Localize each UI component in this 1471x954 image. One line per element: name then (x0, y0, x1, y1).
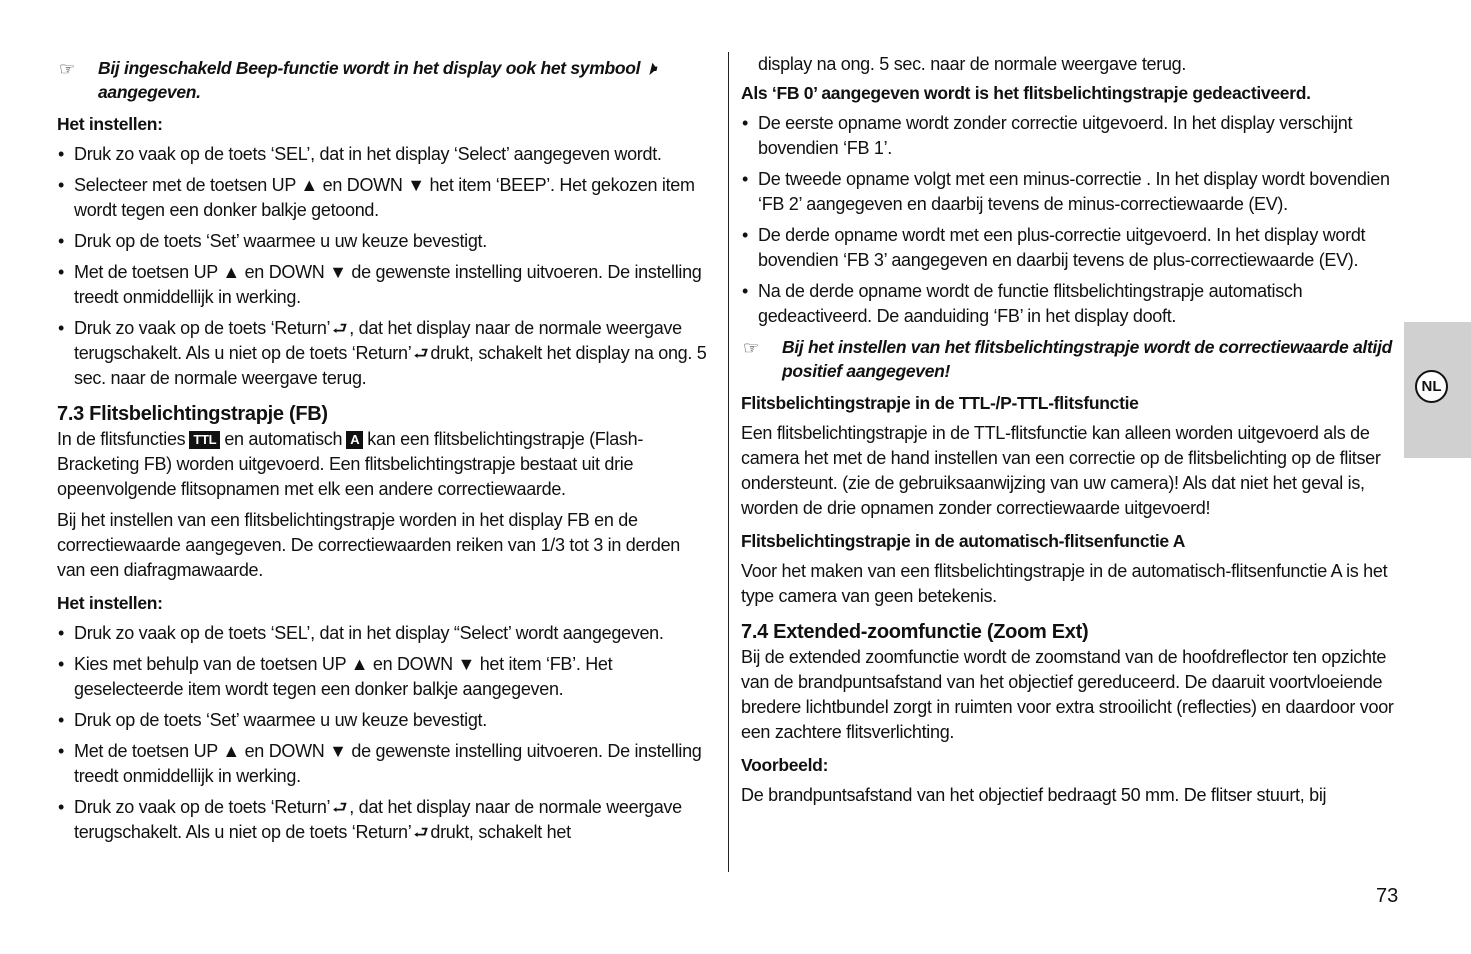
ttl-paragraph: Een flitsbelichtingstrapje in de TTL-flitsfunctie kan alleen worden uitgevoerd als de camera het met de hand instellen van een correctie op de flitsbelichting op de flitser ondersteunt. (zie de gebruiksaanwijzing van uw camera)! Als dat niet het geval is, worden de drie opnamen zonder correctiewaarde uitgevoerd! (741, 423, 1381, 518)
ttl-badge: TTL (189, 431, 220, 449)
list-item: • Druk op de toets ‘Set’ waarmee u uw keuze bevestigt. (57, 229, 712, 254)
pointing-hand-icon: ☞ (59, 59, 75, 79)
heading-ttl: Flitsbelichtingstrapje in de TTL-/P-TTL-flitsfunctie (741, 393, 1139, 413)
intro-text-b: en automatisch (224, 429, 343, 449)
return-arrow-icon: ⮐ (332, 798, 348, 817)
list-item: • Druk op de toets ‘Set’ waarmee u uw keuze bevestigt. (57, 708, 712, 733)
heading-auto: Flitsbelichtingstrapje in de automatisch-flitsenfunctie A (741, 531, 1186, 551)
section-title-7-3: 7.3 Flitsbelichtingstrapje (FB) (57, 403, 328, 425)
list-item (57, 316, 712, 391)
positive-note (741, 335, 1401, 383)
return-arrow-icon: ⮐ (413, 823, 429, 842)
example-paragraph: De brandpuntsafstand van het objectief bedraagt 50 mm. De flitser stuurt, bij (741, 785, 1327, 805)
left-column (57, 52, 712, 845)
list-item: • Selecteer met de toetsen UP ▲ en DOWN ▼ het item ‘BEEP’. Het gekozen item wordt tegen een donker balkje getoond. (57, 173, 712, 223)
column-divider (728, 52, 729, 872)
list-item: • De tweede opname volgt met een minus-correctie . In het display wordt bovendien ‘FB 2’ aangegeven en daarbij tevens de minus-correctiewaarde (EV). (741, 167, 1401, 217)
heading-instellen-2: Het instellen: (57, 593, 163, 613)
positive-note-text: Bij het instellen van het flitsbelichtingstrapje wordt de correctiewaarde altijd positief aangegeven! (782, 337, 1393, 381)
return-arrow-icon: ⮐ (332, 319, 348, 338)
return-arrow-icon: ⮐ (413, 344, 429, 363)
beep-note-text: Bij ingeschakeld Beep-functie wordt in het display ook het symbool 🕨 aangegeven. (98, 58, 656, 102)
heading-fb0: Als ‘FB 0’ aangegeven wordt is het flitsbelichtingstrapje gedeactiveerd. (741, 83, 1311, 103)
continued-text: display na ong. 5 sec. naar de normale weergave terug. (758, 54, 1187, 74)
page-number: 73 (1376, 885, 1399, 907)
heading-instellen-1: Het instellen: (57, 114, 163, 134)
right-column (741, 52, 1401, 808)
list-item: • Kies met behulp van de toetsen UP ▲ en DOWN ▼ het item ‘FB’. Het geselecteerde item wordt tegen een donker balkje aangegeven. (57, 652, 712, 702)
return-text-b: , dat het display naar de normale weergave terugschakelt. Als u niet op de toets ‘Return’ (74, 797, 682, 842)
intro-text-a: In de flitsfuncties (57, 429, 186, 449)
zoom-paragraph: Bij de extended zoomfunctie wordt de zoomstand van de hoofdreflector ten opzichte van de brandpuntsafstand van het objectief gereduceerd. De daaruit voortvloeiende bredere lichtbundel zorgt in ruimten voor extra strooilicht (reflecties) en daardoor voor een zachtere flitsverlichting. (741, 647, 1394, 742)
beep-note (57, 56, 712, 104)
list-item (57, 795, 712, 845)
intro-text-c: kan een flitsbelichtingstrapje (Flash-Bracketing FB) worden uitgevoerd. Een flitsbelichtingstrapje bestaat uit drie opeenvolgende flitsopnamen met elk een andere correctiewaarde. (57, 429, 644, 499)
list-item: • Druk zo vaak op de toets ‘SEL’, dat in het display ‘Select’ aangegeven wordt. (57, 142, 712, 167)
section-title-7-4: 7.4 Extended-zoomfunctie (Zoom Ext) (741, 621, 1089, 643)
intro-paragraph (57, 427, 712, 502)
list-item: • Met de toetsen UP ▲ en DOWN ▼ de gewenste instelling uitvoeren. De instelling treedt onmiddellijk in werking. (57, 739, 712, 789)
language-label: NL (1415, 370, 1448, 403)
return-text-a: Druk zo vaak op de toets ‘Return’ (74, 318, 331, 338)
list-item: • De eerste opname wordt zonder correctie uitgevoerd. In het display verschijnt bovendien ‘FB 1’. (741, 111, 1401, 161)
return-text-c: drukt, schakelt het display na ong. 5 sec. naar de normale weergave terug. (74, 343, 707, 388)
auto-badge: A (346, 431, 363, 449)
fb-paragraph: Bij het instellen van een flitsbelichtingstrapje worden in het display FB en de correctiewaarde aangegeven. De correctiewaarden reiken van 1/3 tot 3 in derden van een diafragmawaarde. (57, 510, 680, 580)
return-text-b: , dat het display naar de normale weergave terugschakelt. Als u niet op de toets ‘Return’ (74, 318, 682, 363)
heading-voorbeeld: Voorbeeld: (741, 755, 829, 775)
language-tab (1404, 322, 1471, 458)
list-item: • De derde opname wordt met een plus-correctie uitgevoerd. In het display wordt bovendien ‘FB 3’ aangegeven en daarbij tevens de plus-correctiewaarde (EV). (741, 223, 1401, 273)
list-item: • Met de toetsen UP ▲ en DOWN ▼ de gewenste instelling uitvoeren. De instelling treedt onmiddellijk in werking. (57, 260, 712, 310)
return-text-a: Druk zo vaak op de toets ‘Return’ (74, 797, 331, 817)
auto-paragraph: Voor het maken van een flitsbelichtingstrapje in de automatisch-flitsenfunctie A is het type camera van geen betekenis. (741, 561, 1388, 606)
pointing-hand-icon: ☞ (743, 338, 759, 358)
return-text-c: drukt, schakelt het (430, 822, 571, 842)
list-item: • Na de derde opname wordt de functie flitsbelichtingstrapje automatisch gedeactiveerd. De aanduiding ‘FB’ in het display dooft. (741, 279, 1401, 329)
list-item: • Druk zo vaak op de toets ‘SEL’, dat in het display “Select’ wordt aangegeven. (57, 621, 712, 646)
